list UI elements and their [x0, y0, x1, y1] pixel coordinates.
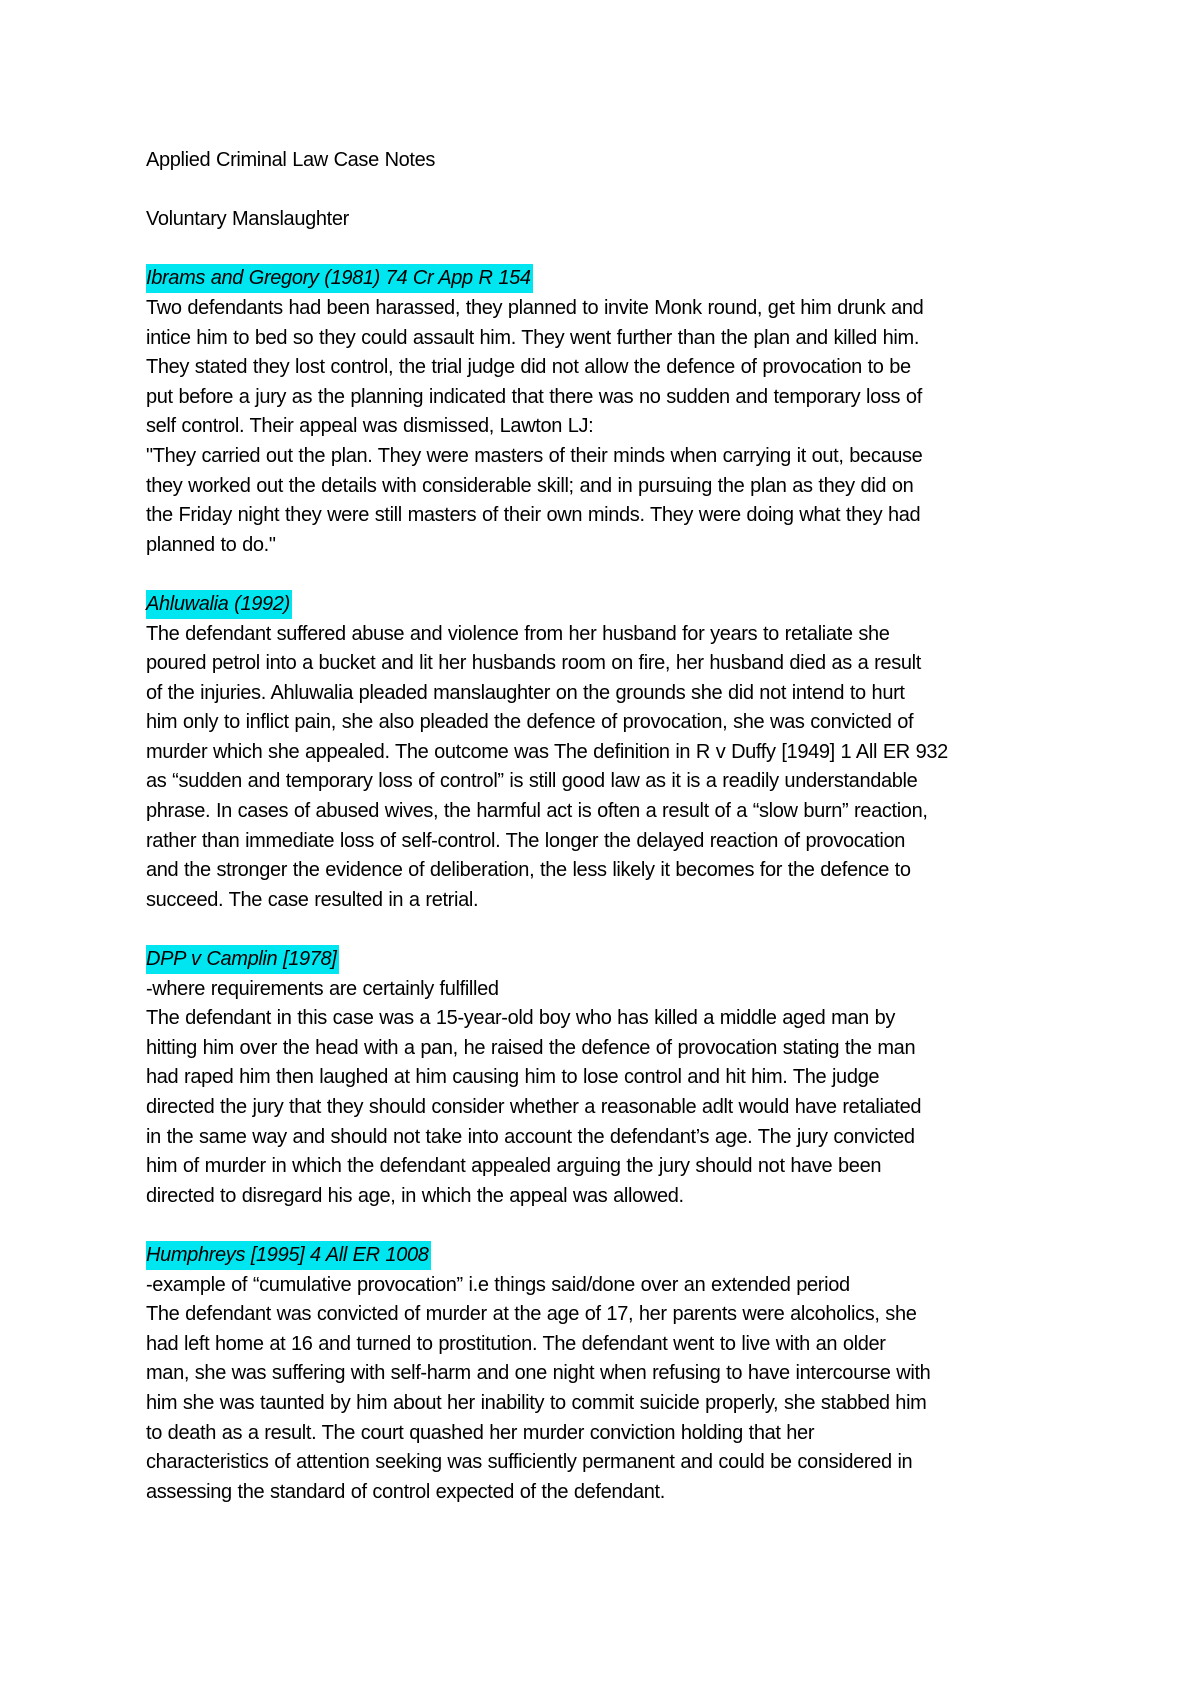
case-text-line: in the same way and should not take into account the defendant’s age. The jury convicted: [146, 1125, 915, 1148]
case-text-line: "They carried out the plan. They were masters of their minds when carrying it out, because: [146, 444, 923, 467]
case-section: [146, 945, 1066, 1211]
spacer: [146, 915, 1066, 945]
case-text-line: The defendant was convicted of murder at the age of 17, her parents were alcoholics, she: [146, 1303, 917, 1326]
case-heading-line: [146, 945, 1066, 975]
case-text-line: planned to do.": [146, 533, 276, 556]
case-text-line: directed the jury that they should consider whether a reasonable adlt would have retaliated: [146, 1096, 922, 1118]
case-heading-line: [146, 264, 1066, 294]
case-text-line: man, she was suffering with self-harm and one night when refusing to have intercourse with: [146, 1362, 931, 1385]
case-text-line: had left home at 16 and turned to prostitution. The defendant went to live with an older: [146, 1332, 886, 1355]
spacer: [146, 1211, 1066, 1241]
case-text-line: murder which she appealed. The outcome was The definition in R v Duffy [1949] 1 All ER 932: [146, 740, 948, 763]
case-text-line: as “sudden and temporary loss of control” is still good law as it is a readily understandable: [146, 770, 918, 793]
case-text-line: him only to inflict pain, she also pleaded the defence of provocation, she was convicted of: [146, 711, 914, 734]
case-text-line: Two defendants had been harassed, they planned to invite Monk round, get him drunk and: [146, 296, 924, 319]
case-text-line: They stated they lost control, the trial judge did not allow the defence of provocation to be: [146, 356, 911, 379]
case-section: [146, 590, 1066, 916]
case-text-line: succeed. The case resulted in a retrial.: [146, 888, 479, 911]
case-heading: DPP v Camplin [1978]: [146, 945, 339, 974]
case-text-line: directed to disregard his age, in which the appeal was allowed.: [146, 1184, 684, 1207]
case-heading: Ibrams and Gregory (1981) 74 Cr App R 154: [146, 264, 533, 293]
case-text-line: and the stronger the evidence of deliberation, the less likely it becomes for the defence to: [146, 859, 911, 882]
section-title: Voluntary Manslaughter: [146, 208, 349, 231]
spacer: [146, 560, 1066, 590]
case-text-line: to death as a result. The court quashed her murder conviction holding that her: [146, 1421, 815, 1444]
case-text-line: characteristics of attention seeking was sufficiently permanent and could be considered in: [146, 1451, 913, 1474]
case-section: [146, 1241, 1066, 1507]
spacer: [146, 176, 1066, 206]
case-text-line: intice him to bed so they could assault him. They went further than the plan and killed him.: [146, 326, 920, 349]
document-body: [146, 146, 1066, 1507]
case-heading: Humphreys [1995] 4 All ER 1008: [146, 1241, 431, 1270]
case-text-line: hitting him over the head with a pan, he raised the defence of provocation stating the man: [146, 1036, 916, 1059]
case-text-line: self control. Their appeal was dismissed, Lawton LJ:: [146, 415, 594, 438]
case-text-line: -example of “cumulative provocation” i.e things said/done over an extended period: [146, 1273, 850, 1296]
case-text-line: assessing the standard of control expected of the defendant.: [146, 1480, 665, 1503]
document-title: Applied Criminal Law Case Notes: [146, 149, 436, 171]
case-text-line: him she was taunted by him about her inability to commit suicide properly, she stabbed him: [146, 1391, 927, 1414]
case-text-line: him of murder in which the defendant appealed arguing the jury should not have been: [146, 1155, 882, 1178]
case-text-line: -where requirements are certainly fulfilled: [146, 977, 499, 1000]
case-heading: Ahluwalia (1992): [146, 590, 292, 619]
case-text-line: The defendant suffered abuse and violence from her husband for years to retaliate she: [146, 622, 890, 645]
case-text-line: put before a jury as the planning indicated that there was no sudden and temporary loss of: [146, 385, 922, 408]
case-list: [146, 264, 1066, 1507]
case-text-line: phrase. In cases of abused wives, the harmful act is often a result of a “slow burn” reaction,: [146, 800, 928, 823]
case-heading-line: [146, 1241, 1066, 1271]
case-text-line: they worked out the details with considerable skill; and in pursuing the plan as they did on: [146, 474, 914, 497]
case-text-line: of the injuries. Ahluwalia pleaded manslaughter on the grounds she did not intend to hurt: [146, 681, 905, 704]
case-heading-line: [146, 590, 1066, 620]
case-text-line: the Friday night they were still masters of their own minds. They were doing what they had: [146, 504, 921, 527]
case-text-line: had raped him then laughed at him causing him to lose control and hit him. The judge: [146, 1066, 880, 1089]
case-text-line: rather than immediate loss of self-control. The longer the delayed reaction of provocation: [146, 829, 906, 852]
case-section: [146, 264, 1066, 560]
spacer: [146, 235, 1066, 265]
case-text-line: poured petrol into a bucket and lit her husbands room on fire, her husband died as a result: [146, 652, 921, 675]
case-text-line: The defendant in this case was a 15-year-old boy who has killed a middle aged man by: [146, 1007, 896, 1030]
